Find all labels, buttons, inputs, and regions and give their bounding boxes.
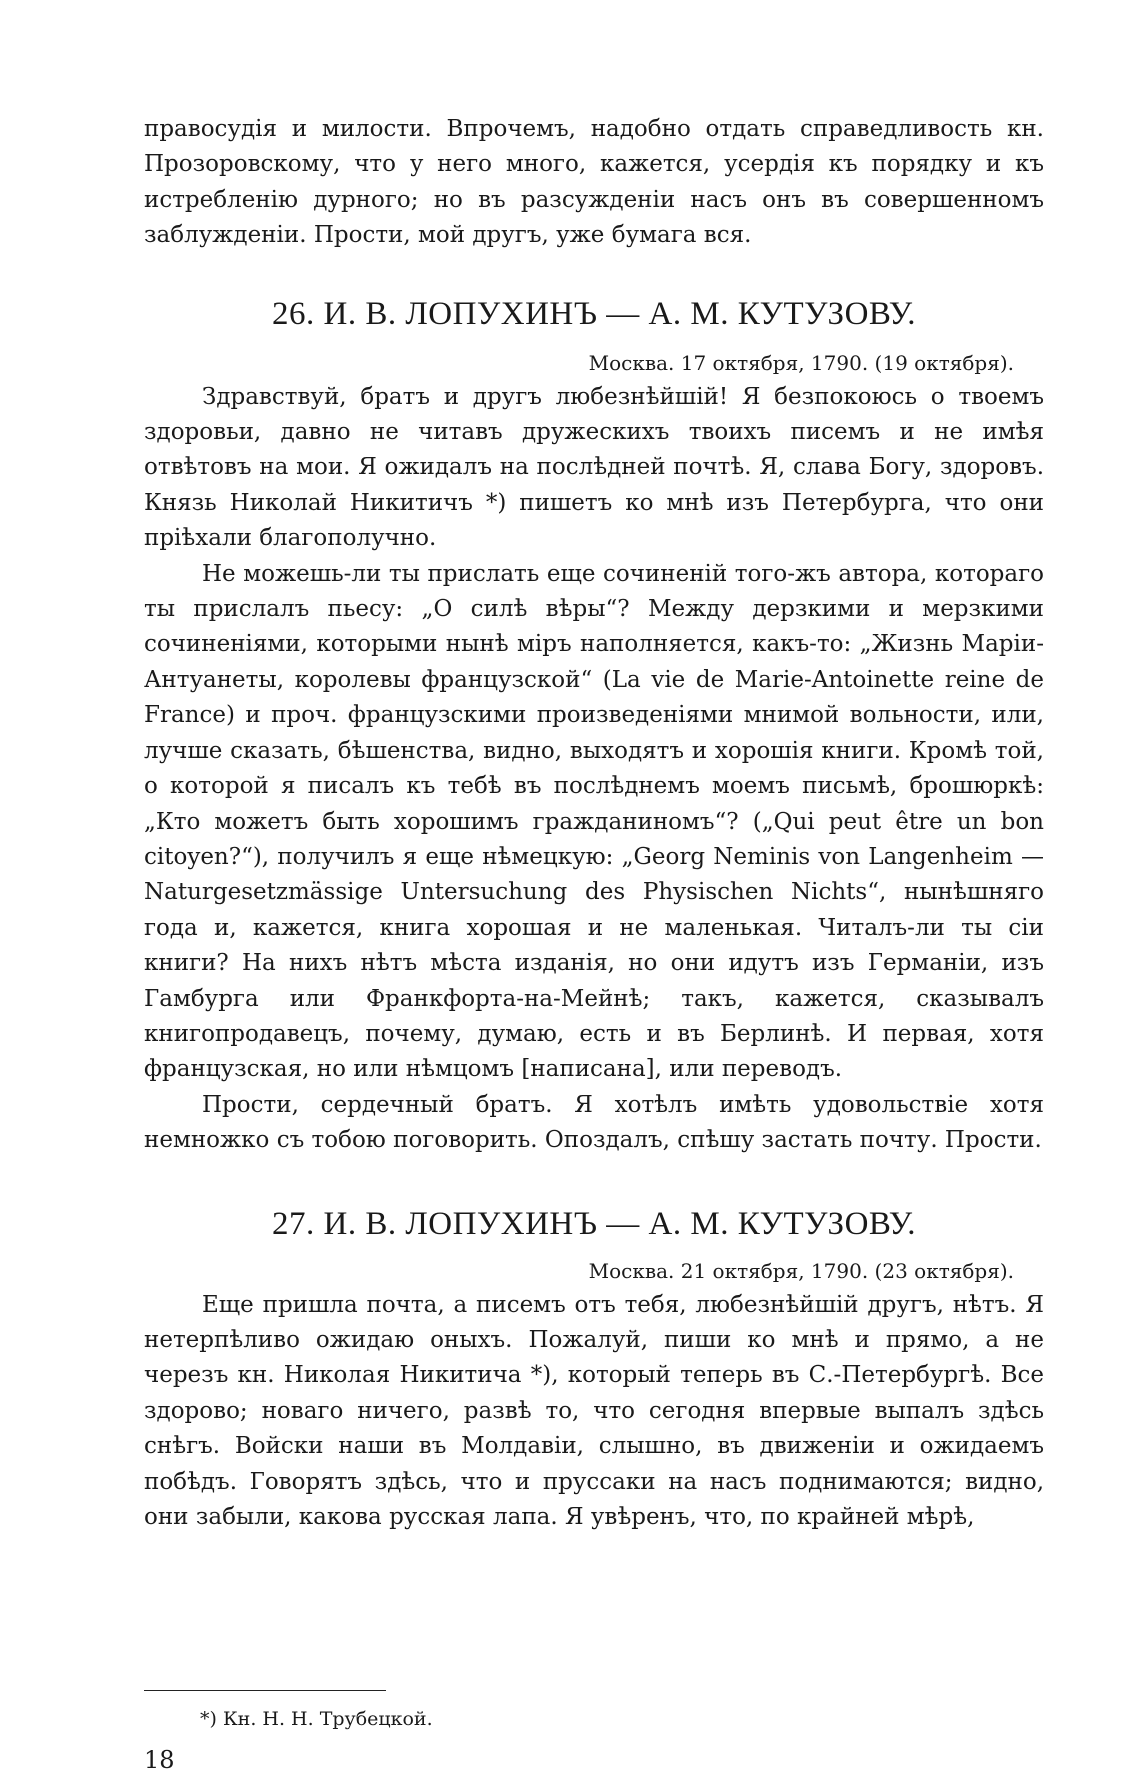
letter-27-paragraph-1: Еще пришла почта, а писемъ отъ тебя, любезнѣйшій другъ, нѣтъ. Я нетерпѣливо ожидаю оныхъ. Пожалуй, пиши ко мнѣ и прямо, а не черезъ кн. Николая Никитича *), который теперь въ С.-Петербургѣ. Все здорово; новаго ничего, развѣ то, что сегодня впервые выпалъ здѣсь снѣгъ. Войски наши въ Молдавіи, слышно, въ движеніи и ожидаемъ побѣдъ. Говорятъ здѣсь, что и пруссаки на насъ поднимаются; видно, они забыли, какова русская лапа. Я увѣренъ, что, по крайней мѣрѣ,	[144, 1291, 1044, 1530]
letter-26-dateline: Москва. 17 октября, 1790. (19 октября).	[588, 350, 1014, 375]
letter-26	[144, 294, 1044, 1159]
letter-26-paragraph-3: Прости, сердечный братъ. Я хотѣлъ имѣть удовольствіе хотя немножко съ тобою поговорить. Опоздалъ, спѣшу застать почту. Прости.	[144, 1091, 1044, 1154]
letter-26-paragraph-2: Не можешь-ли ты прислать еще сочиненій того-жъ автора, котораго ты прислалъ пьесу: „О силѣ вѣры“? Между дерзкими и мерзкими сочиненіями, которыми нынѣ міръ наполняется, какъ-то: „Жизнь Маріи-Антуанеты, королевы французской“ (La vie de Marie-Antoinette reine de France) и проч. французскими произведеніями мнимой вольности, или, лучше сказать, бѣшенства, видно, выходятъ и хорошія книги. Кромѣ той, о которой я писалъ къ тебѣ въ послѣднемъ моемъ письмѣ, брошюркѣ: „Кто можетъ быть хорошимъ гражданиномъ“? („Qui peut être un bon citoyen?“), получилъ я еще нѣмецкую: „Georg Neminis von Langenheim — Naturgesetzmässige Untersuchung des Physischen Nichts“, нынѣшняго года и, кажется, книга хорошая и не маленькая. Читалъ-ли ты сіи книги? На нихъ нѣтъ мѣста изданія, но они идутъ изъ Германіи, изъ Гамбурга или Франкфорта-на-Мейнѣ; такъ, кажется, сказывалъ книгопродавецъ, почему, думаю, есть и въ Берлинѣ. И первая, хотя французская, но или нѣмцомъ [написана], или переводъ.	[144, 560, 1044, 1083]
opening-paragraph: правосудія и милости. Впрочемъ, надобно отдать справедливость кн. Прозоровскому, что у него много, кажется, усердія къ порядку и къ истребленію дурного; но въ разсужденіи насъ онъ въ совершенномъ заблужденіи. Прости, мой другъ, уже бумага вся.	[144, 116, 1044, 249]
page-body	[144, 112, 1044, 1535]
letter-27-dateline: Москва. 21 октября, 1790. (23 октября).	[588, 1258, 1014, 1283]
letter-27-heading: 27. И. В. ЛОПУХИНЪ — А. М. КУТУЗОВУ.	[272, 1205, 916, 1242]
letter-27	[144, 1204, 1044, 1536]
footnote: *) Кн. Н. Н. Трубецкой.	[200, 1708, 433, 1730]
footnote-divider	[144, 1690, 386, 1691]
letter-26-heading: 26. И. В. ЛОПУХИНЪ — А. М. КУТУЗОВУ.	[272, 295, 916, 332]
page-number: 18	[144, 1746, 175, 1774]
letter-26-paragraph-1: Здравствуй, братъ и другъ любезнѣйшій! Я безпокоюсь о твоемъ здоровьи, давно не читавъ дружескихъ твоихъ писемъ и не имѣя отвѣтовъ на мои. Я ожидалъ на послѣдней почтѣ. Я, слава Богу, здоровъ. Князь Николай Никитичъ *) пишетъ ко мнѣ изъ Петербурга, что они пріѣхали благополучно.	[144, 383, 1044, 552]
